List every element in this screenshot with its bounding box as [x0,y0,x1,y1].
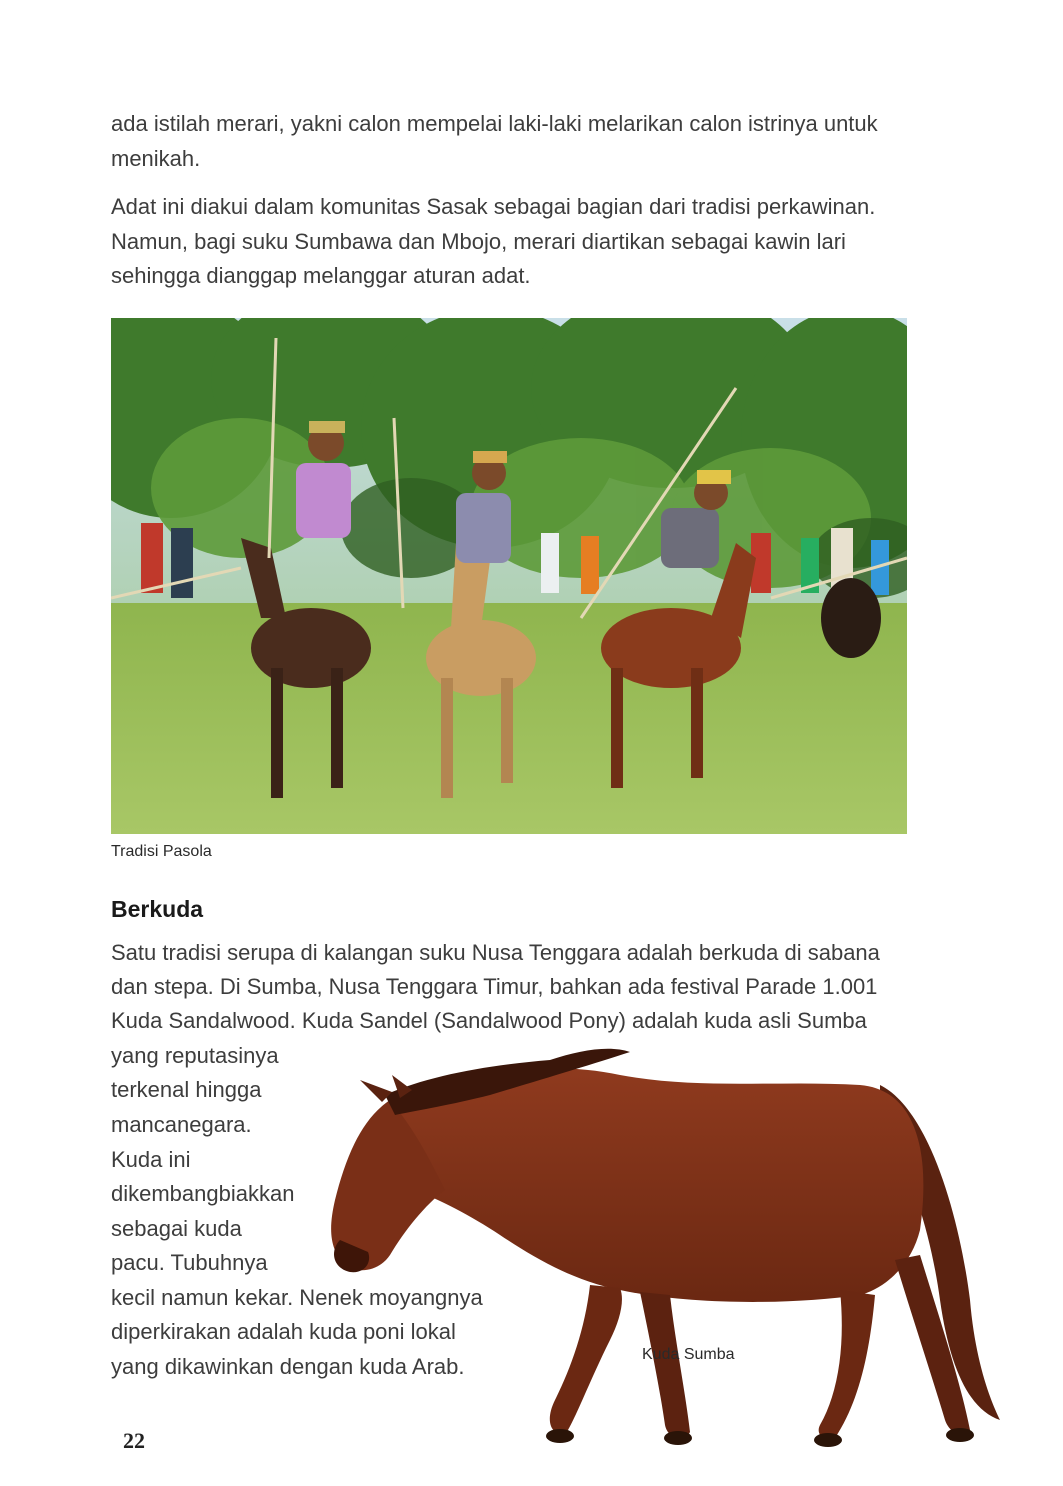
body-line: Kuda ini [111,1147,191,1172]
body-line: pacu. Tubuhnya [111,1250,268,1275]
sumba-horse-illustration [320,1040,1020,1460]
paragraph-merari: ada istilah merari, yakni calon mempelai laki-laki melarikan calon istrinya untuk menikah. [111,111,878,171]
body-line: Satu tradisi serupa di kalangan suku Nusa Tenggara adalah berkuda di sabana [111,940,880,965]
body-line: mancanegara. [111,1112,252,1137]
sumba-horse-figure [320,1040,1020,1460]
body-line: yang dikawinkan dengan kuda Arab. [111,1354,465,1379]
paragraph-adat: Adat ini diakui dalam komunitas Sasak sebagai bagian dari tradisi perkawinan. Namun, bagi suku Sumbawa dan Mbojo, merari diartikan sebagai kawin lari sehingga dianggap melanggar aturan adat. [111,194,876,288]
body-line: dan stepa. Di Sumba, Nusa Tenggara Timur, bahkan ada festival Parade 1.001 [111,974,878,999]
body-line: sebagai kuda [111,1216,242,1241]
body-line: yang reputasinya [111,1043,279,1068]
body-line: Kuda Sandalwood. Kuda Sandel (Sandalwood Pony) adalah kuda asli Sumba [111,1008,867,1033]
pasola-photo [111,318,907,834]
page-number: 22 [123,1428,145,1453]
body-line: diperkirakan adalah kuda poni lokal [111,1319,456,1344]
section-heading: Berkuda [111,896,204,922]
pasola-caption: Tradisi Pasola [111,843,212,860]
body-line: terkenal hingga [111,1077,262,1102]
body-line: dikembangbiakkan [111,1181,295,1206]
body-line: kecil namun kekar. Nenek moyangnya [111,1285,483,1310]
horse-caption: Kuda Sumba [642,1346,735,1363]
